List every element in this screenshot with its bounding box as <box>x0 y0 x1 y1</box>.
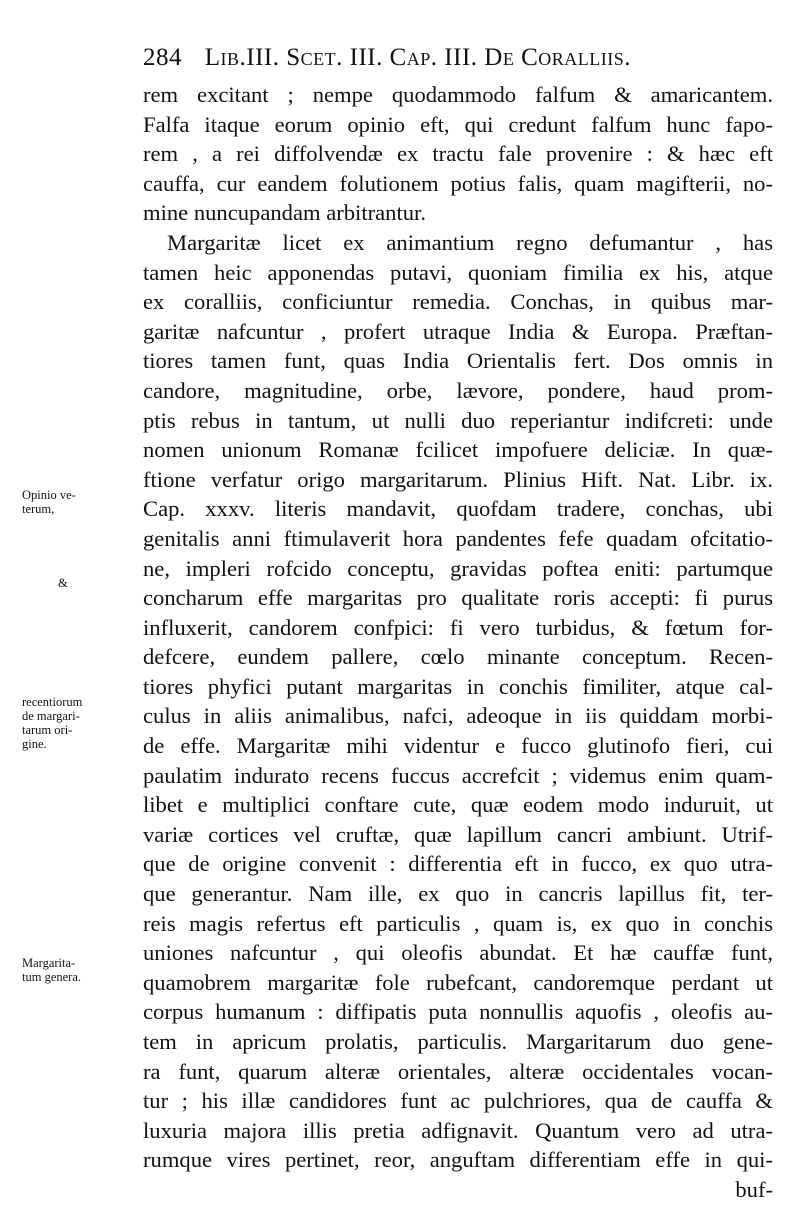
text-line: ex coralliis, conficiuntur remedia. Conchas, in quibus mar- <box>143 289 773 315</box>
text-line: culus in aliis animalibus, nafci, adeoque in iis quiddam morbi- <box>143 703 773 729</box>
text-line: quamobrem margaritæ fole rubefcant, candoremque perdant ut <box>143 969 773 995</box>
text-line: genitalis anni ftimulaverit hora pandentes fefe quadam ofcitatio- <box>143 525 773 551</box>
margin-note-line: & <box>58 576 68 590</box>
margin-note-recentiorum <box>22 695 140 751</box>
text-line: cauffa, cur eandem folutionem potius falis, quam magifterii, no- <box>143 170 773 196</box>
text-line: ptis rebus in tantum, ut nulli duo reperiantur indifcreti: unde <box>143 407 773 433</box>
text-line: ne, impleri rofcido conceptu, gravidas poftea eniti: partumque <box>143 555 773 581</box>
margin-note-line: tum genera. <box>22 970 82 984</box>
text-line: rem excitant ; nempe quodammodo falfum & amaricantem. <box>143 82 773 107</box>
margin-note-opinio <box>22 488 140 516</box>
text-line: de effe. Margaritæ mihi videntur e fucco glutinofo fieri, cui <box>143 733 773 759</box>
text-line: Cap. xxxv. literis mandavit, quofdam tradere, conchas, ubi <box>143 496 773 522</box>
text-line: tem in apricum prolatis, particulis. Margaritarum duo gene- <box>143 1029 773 1054</box>
text-line: uniones nafcuntur , qui oleofis abundat. Et hæ cauffæ funt, <box>143 940 773 966</box>
text-line: Margaritæ licet ex animantium regno defumantur , has <box>167 229 773 255</box>
text-line: tamen heic apponendas putavi, quoniam fimilia ex his, atque <box>143 259 773 285</box>
text-line: tiores tamen funt, quas India Orientalis fert. Dos omnis in <box>143 348 773 374</box>
text-line: variæ cortices vel cruftæ, quæ lapillum cancri ambiunt. Utrif- <box>143 821 773 847</box>
text-line: ra funt, quarum alteræ orientales, alteræ occidentales vocan- <box>143 1058 773 1084</box>
text-line: defcere, eundem pallere, cœlo minante conceptum. Recen- <box>143 644 773 670</box>
running-title: Lib.III. Scet. III. Cap. III. De Coralliis. <box>204 44 631 71</box>
margin-note-line: Margarita- <box>22 956 76 970</box>
text-line: mine nuncupandam arbitrantur. <box>143 200 426 226</box>
margin-note-line: gine. <box>22 737 47 751</box>
margin-note-line: Opinio ve- <box>22 488 76 502</box>
text-line: influxerit, candorem confpici: fi vero turbidus, & fœtum for- <box>143 614 773 640</box>
text-line: corpus humanum : diffipatis puta nonnullis aquofis , oleofis au- <box>143 999 773 1025</box>
text-line: nomen unionum Romanæ fcilicet impofuere deliciæ. In quæ- <box>143 437 773 463</box>
page-number: 284 <box>143 44 182 71</box>
margin-note-line: tarum ori- <box>22 723 73 737</box>
margin-note-line: terum, <box>22 502 55 516</box>
text-line: luxuria majora illis pretia adfignavit. Quantum vero ad utra- <box>143 1117 773 1143</box>
text-line: rem , a rei diffolvendæ ex tractu fale provenire : & hæc eft <box>143 141 773 167</box>
margin-note-genera <box>22 956 140 984</box>
text-line: que de origine convenit : differentia eft in fucco, ex quo utra- <box>143 851 773 877</box>
text-line: que generantur. Nam ille, ex quo in cancris lapillus fit, ter- <box>143 881 773 907</box>
text-line: ftione verfatur origo margaritarum. Plinius Hift. Nat. Libr. ix. <box>143 466 773 492</box>
margin-note-et <box>58 576 176 590</box>
text-line: tur ; his illæ candidores funt ac pulchriores, qua de cauffa & <box>143 1088 773 1114</box>
text-line: paulatim indurato recens fuccus accrefcit ; videmus enim quam- <box>143 762 773 788</box>
text-line: libet e multiplici conftare cute, quæ eodem modo induruit, ut <box>143 792 773 818</box>
text-line: rumque vires pertinet, reor, anguftam differentiam effe in qui- <box>143 1147 773 1173</box>
text-line: garitæ nafcuntur , profert utraque India & Europa. Præftan- <box>143 318 773 344</box>
body-text <box>143 80 773 1205</box>
text-line: Falfa itaque eorum opinio eft, qui credunt falfum hunc fapo- <box>143 111 773 137</box>
margin-note-line: recentiorum <box>22 695 83 709</box>
margin-note-line: de margari- <box>22 709 80 723</box>
catchword: buf- <box>735 1176 773 1202</box>
text-line: reis magis refertus eft particulis , quam is, ex quo in conchis <box>143 910 773 936</box>
text-line: concharum effe margaritas pro qualitate roris accepti: fi purus <box>143 585 773 611</box>
text-line: candore, magnitudine, orbe, lævore, pondere, haud prom- <box>143 377 773 403</box>
running-head <box>143 44 783 84</box>
text-line: tiores phyfici putant margaritas in conchis fimiliter, atque cal- <box>143 673 773 699</box>
